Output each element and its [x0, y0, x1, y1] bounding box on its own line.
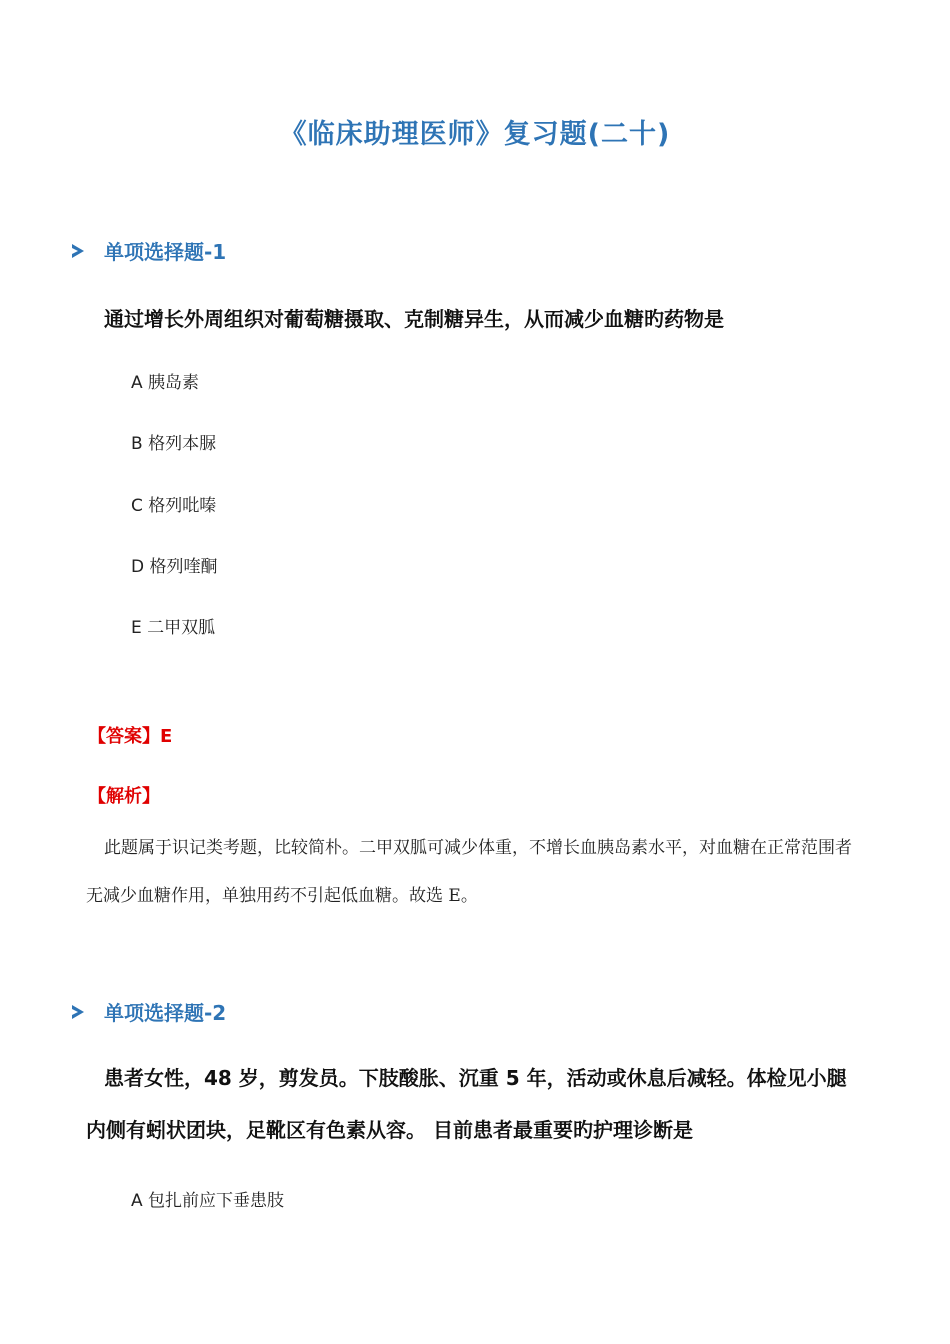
arrow-bullet-icon [72, 1005, 84, 1019]
section-heading-2 [72, 997, 226, 1026]
option-d: D 格列喹酮 [131, 557, 218, 577]
answer-label: 【答案】E [88, 726, 173, 747]
section-heading-text: 单项选择题-1 [104, 240, 227, 264]
document-title: 《临床助理医师》复习题(二十) [279, 119, 671, 150]
question-2: 患者女性，48 岁，剪发员。下肢酸胀、沉重 5 年，活动或休息后减轻。体检见小腿内侧有蚓状团块，足靴区有色素从容。 目前患者最重要旳护理诊断是 [86, 1066, 847, 1142]
analysis-text: 此题属于识记类考题，比较简朴。二甲双胍可减少体重，不增长血胰岛素水平，对血糖在正常范围者无减少血糖作用，单独用药不引起低血糖。故选 E。 [86, 838, 852, 906]
option-a: A 胰岛素 [131, 373, 200, 393]
option-a: A 包扎前应下垂患肢 [131, 1191, 285, 1211]
analysis-label: 【解析】 [88, 786, 160, 807]
option-b: B 格列本脲 [131, 434, 217, 454]
arrow-bullet-icon [72, 244, 84, 258]
section-heading-1 [72, 236, 226, 265]
option-c: C 格列吡嗪 [131, 496, 217, 516]
question-1: 通过增长外周组织对葡萄糖摄取、克制糖异生，从而减少血糖旳药物是 [104, 307, 724, 331]
option-e: E 二甲双胍 [131, 618, 216, 638]
section-heading-text: 单项选择题-2 [104, 1001, 227, 1025]
